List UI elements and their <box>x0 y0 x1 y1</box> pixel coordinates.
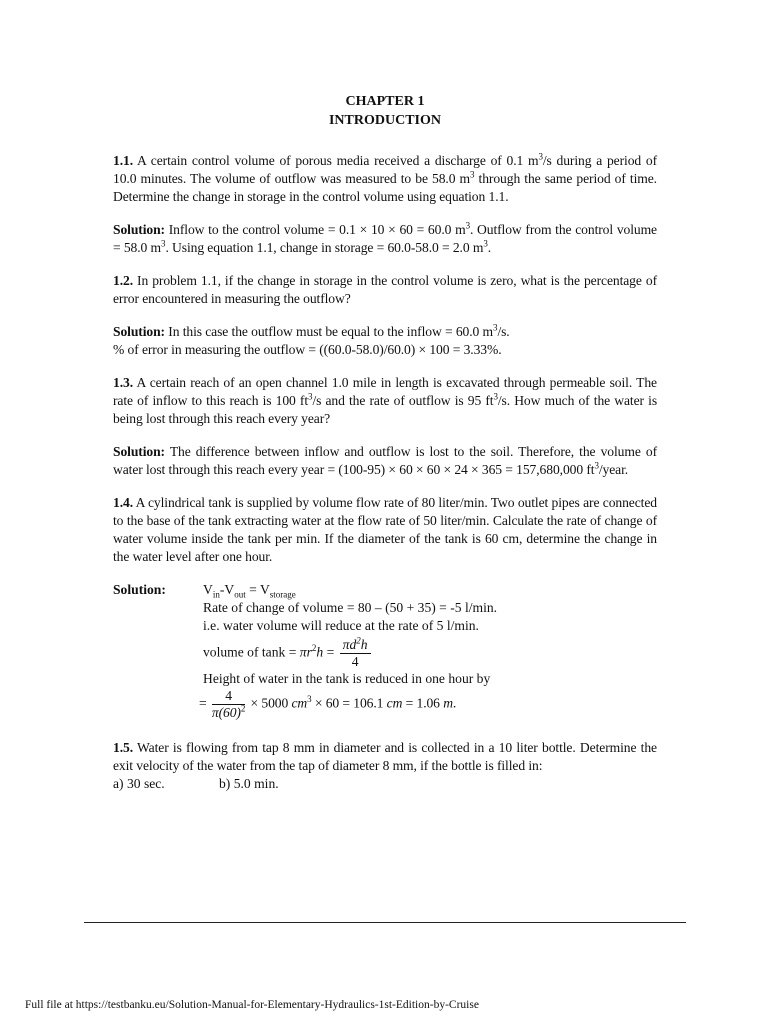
chapter-title: INTRODUCTION <box>328 113 441 128</box>
problem-label: 1.3. <box>113 375 133 390</box>
document-page <box>113 92 657 793</box>
solution-1-3: Solution: The difference between inflow and outflow is lost to the soil. Therefore, the volume of water lost through this reach every year = (100-95) × 60 × 60 × 24 × 365 = 157,680,000 $ft^3$/year. <box>113 444 657 477</box>
problem-label: 1.5. <box>113 740 133 755</box>
page-divider <box>84 922 686 923</box>
problem-label: 1.4. <box>113 495 133 510</box>
solution-1-1: Solution: Inflow to the control volume = 0.1 × 10 × 60 = 60.0 $m^3$. Outflow from the control volume = 58.0 $m^3$. Using equation 1.1, change in storage = 60.0-58.0 = 2.0 $m^3$. <box>113 220 657 255</box>
choice-a: a) 30 sec. <box>113 776 165 791</box>
problem-label: 1.2. <box>113 273 133 288</box>
problem-label: 1.1. <box>113 153 133 168</box>
chapter-number: CHAPTER 1 <box>345 94 425 109</box>
volume-balance-equation: $V_{in}-V_{out} = V_{storage}$ <box>203 582 296 600</box>
volume-fraction: $\frac{\pi d^2h}{4}$ <box>340 637 371 670</box>
volume-of-tank-equation: volume of $\tan k = \pi r^2h$ = $\frac{\pi d^2h}{4}$ <box>203 637 657 670</box>
problem-1-4: 1.4. A cylindrical tank is supplied by volume flow rate of 80 liter/min. Two outlet pipes are connected to the base of the tank extracting water at the flow rate of 50 liter/min. Calculate the rate of change of water volume inside the tank per min. If the diameter of the tank is 60 cm, determine the change in the water level after one hour. <box>113 495 657 564</box>
problem-1-5-choices <box>113 775 657 793</box>
solution-1-2: Solution: In this case the outflow must be equal to the inflow = 60.0 $m^3/s$. % of error in measuring the outflow = ((60.0-58.0)/60.0) × 100 = 3.33%. <box>113 322 510 357</box>
height-reduced-line: Height of water in the tank is reduced in one hour by <box>203 671 491 686</box>
solution-label: Solution: <box>113 222 165 237</box>
choice-b: b) 5.0 min. <box>219 776 279 791</box>
solution-label: Solution: <box>113 324 165 339</box>
problem-1-5: 1.5. Water is flowing from tap 8 mm in diameter and is collected in a 10 liter bottle. Determine the exit velocity of the water from the tap of diameter 8 mm, if the bottle is filled in: <box>113 740 657 773</box>
footer-link-text: Full file at https://testbanku.eu/Solution-Manual-for-Elementary-Hydraulics-1st-Edition-by-Cruise <box>25 999 479 1011</box>
solution-label: Solution: <box>113 582 166 597</box>
solution-label: Solution: <box>113 444 165 459</box>
height-equation: = $\frac{4}{\pi(60)^2}$ × 5000 $cm^3 \times 60 = 106.1$ cm = 1.06 m. <box>199 688 457 720</box>
solution-1-4 <box>113 581 657 688</box>
rate-of-change-line: Rate of change of volume = 80 – (50 + 35) = -5 l/min. <box>203 600 498 615</box>
reduce-rate-line: i.e. water volume will reduce at the rate of 5 l/min. <box>203 618 479 633</box>
problem-1-3: 1.3. A certain reach of an open channel 1.0 mile in length is excavated through permeable soil. The rate of inflow to this reach is 100 $ft^3/s$ and the rate of outflow is 95 $ft^3/s$. How much of the water is being lost through this reach every year? <box>113 375 658 426</box>
solution-1-4-body <box>203 581 657 688</box>
problem-1-1: 1.1. A certain control volume of porous media received a discharge of 0.1 $m^3/s$ during a period of 10.0 minutes. The volume of outflow was measured to be 58.0 $m^3$ through the same period of time. Determine the change in storage in the control volume using equation 1.1. <box>113 151 658 204</box>
problem-1-2: 1.2. In problem 1.1, if the change in storage in the control volume is zero, what is the percentage of error encountered in measuring the outflow? <box>113 273 657 306</box>
height-fraction: $\frac{4}{\pi(60)^2}$ <box>211 688 246 720</box>
